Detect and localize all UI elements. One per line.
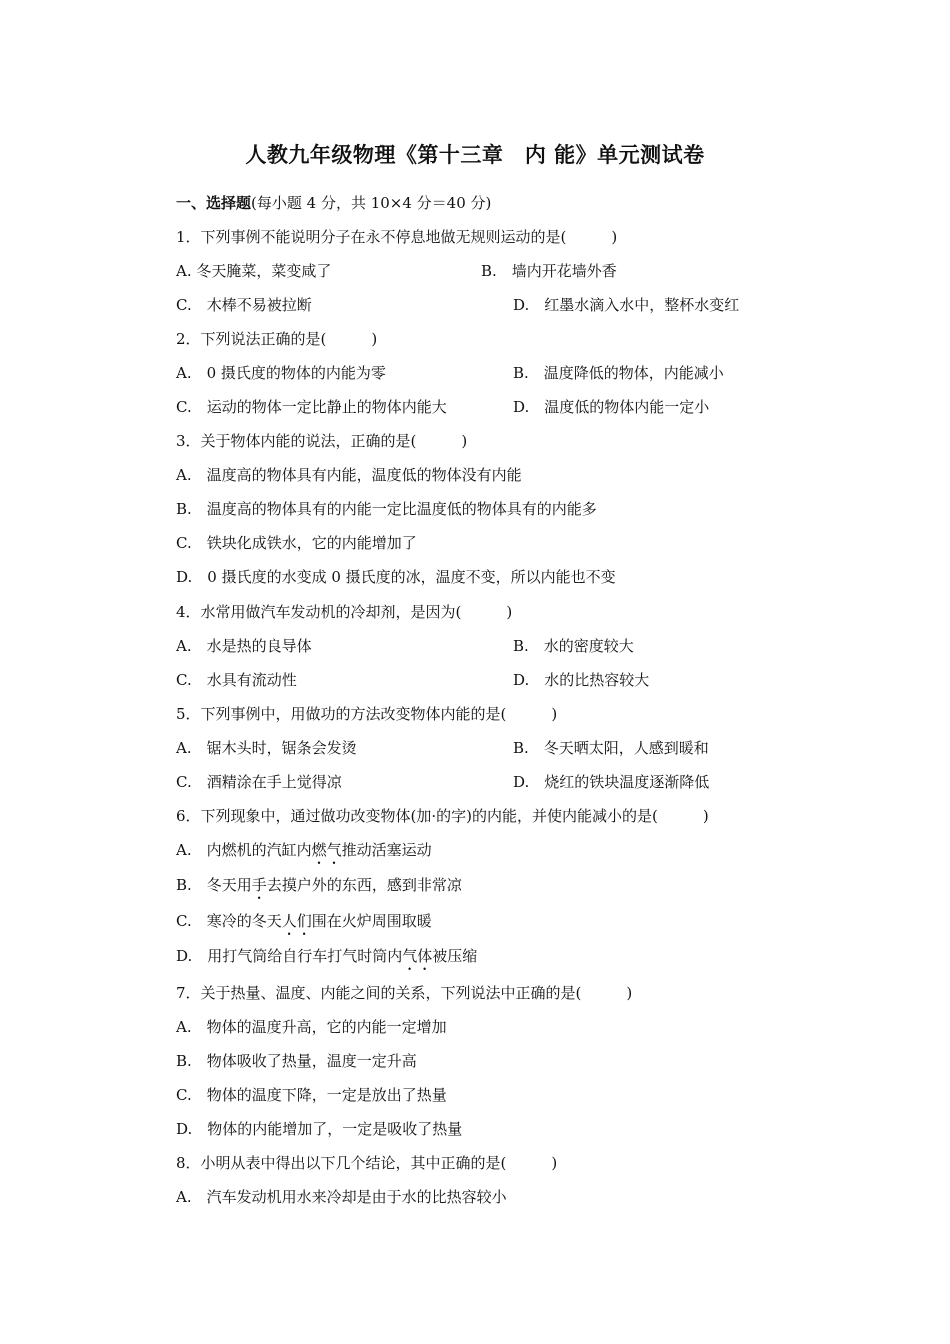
question-7-option-d: D. 物体的内能增加了，一定是吸收了热量 — [176, 1120, 463, 1138]
question-3-option-c: C. 铁块化成铁水，它的内能增加了 — [176, 534, 417, 552]
question-3-option-d: D. 0 摄氏度的水变成 0 摄氏度的冰，温度不变，所以内能也不变 — [176, 568, 616, 586]
option-text: D. 用打气筒给自行车打气时筒内 — [176, 947, 403, 965]
emphasized-word: 气体 — [402, 947, 433, 965]
question-7-option-b: B. 物体吸收了热量，温度一定升高 — [176, 1052, 417, 1070]
option-text: B. 冬天用 — [176, 876, 252, 894]
emphasized-word: 燃气 — [311, 841, 342, 859]
question-5-option-b: B. 冬天晒太阳，人感到暖和 — [513, 739, 709, 757]
question-6-stem: 6．下列现象中，通过做功改变物体(加·的字)的内能，并使内能减小的是( ) — [176, 807, 709, 825]
question-2-option-a: A. 0 摄氏度的物体的内能为零 — [176, 364, 386, 382]
emphasized-word: 人们 — [281, 912, 312, 930]
question-7-stem: 7．关于热量、温度、内能之间的关系，下列说法中正确的是( ) — [176, 984, 633, 1002]
question-3-option-a: A. 温度高的物体具有内能，温度低的物体没有内能 — [176, 466, 522, 484]
question-2-option-c: C. 运动的物体一定比静止的物体内能大 — [176, 398, 447, 416]
question-1-option-c: C. 木棒不易被拉断 — [176, 296, 312, 314]
section-label: 一、选择题 — [176, 194, 252, 212]
question-1-option-d: D. 红墨水滴入水中，整杯水变红 — [513, 296, 740, 314]
option-text: 被压缩 — [432, 947, 478, 965]
question-4-option-d: D. 水的比热容较大 — [513, 671, 650, 689]
option-text: A. 内燃机的汽缸内 — [176, 841, 312, 859]
page-title: 人教九年级物理《第十三章 内 能》单元测试卷 — [245, 142, 705, 167]
question-5-stem: 5．下列事例中，用做功的方法改变物体内能的是( ) — [176, 705, 558, 723]
question-7-option-a: A. 物体的温度升高，它的内能一定增加 — [176, 1018, 447, 1036]
option-text: C. 寒冷的冬天 — [176, 912, 282, 930]
question-3-option-b: B. 温度高的物体具有的内能一定比温度低的物体具有的内能多 — [176, 500, 597, 518]
question-7-option-c: C. 物体的温度下降，一定是放出了热量 — [176, 1086, 447, 1104]
question-5-option-c: C. 酒精涂在手上觉得凉 — [176, 773, 342, 791]
question-3-stem: 3．关于物体内能的说法，正确的是( ) — [176, 432, 468, 450]
option-text: 围在火炉周围取暖 — [311, 912, 432, 930]
question-5-option-a: A. 锯木头时，锯条会发烫 — [176, 739, 357, 757]
question-2-stem: 2．下列说法正确的是( ) — [176, 330, 378, 348]
question-8-option-a: A. 汽车发动机用水来冷却是由于水的比热容较小 — [176, 1188, 507, 1206]
question-6-option-b — [176, 875, 462, 903]
question-4-option-b: B. 水的密度较大 — [513, 637, 634, 655]
question-4-option-a: A. 水是热的良导体 — [176, 637, 312, 655]
question-6-option-c — [176, 911, 432, 939]
question-4-option-c: C. 水具有流动性 — [176, 671, 297, 689]
question-1-option-b: B. 墙内开花墙外香 — [481, 262, 617, 280]
section-scoring-note: (每小题 4 分，共 10×4 分＝40 分) — [251, 194, 492, 212]
question-1-option-a: A. 冬天腌菜，菜变咸了 — [176, 262, 332, 280]
question-5-option-d: D. 烧红的铁块温度逐渐降低 — [513, 773, 710, 791]
option-text: 推动活塞运动 — [341, 841, 432, 859]
question-8-stem: 8．小明从表中得出以下几个结论，其中正确的是( ) — [176, 1154, 558, 1172]
question-2-option-d: D. 温度低的物体内能一定小 — [513, 398, 710, 416]
option-text: 去摸户外的东西，感到非常凉 — [266, 876, 462, 894]
question-6-option-a — [176, 840, 432, 868]
emphasized-word: 手 — [251, 876, 267, 894]
question-6-option-d — [176, 946, 477, 974]
section-heading — [176, 193, 491, 213]
question-2-option-b: B. 温度降低的物体，内能减小 — [513, 364, 724, 382]
question-4-stem: 4．水常用做汽车发动机的冷却剂，是因为( ) — [176, 603, 513, 621]
question-1-stem: 1．下列事例不能说明分子在永不停息地做无规则运动的是( ) — [176, 228, 618, 246]
